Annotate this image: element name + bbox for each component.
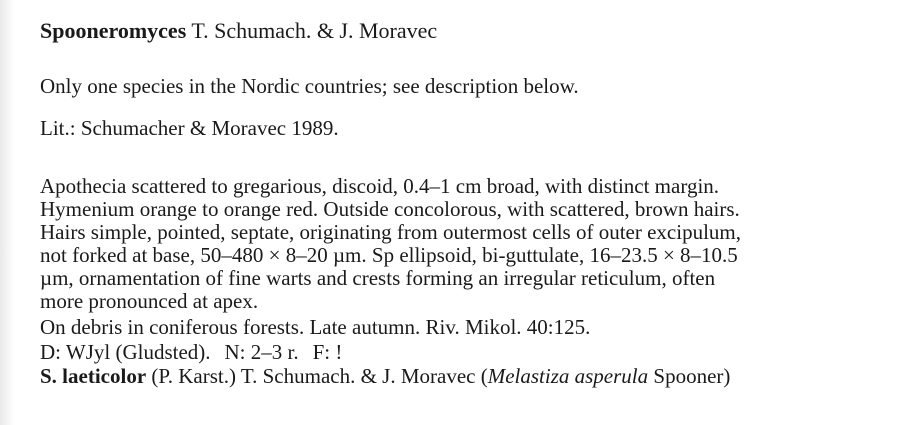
genus-heading: [40, 18, 437, 44]
species-synonym: Melastiza asperula: [487, 364, 649, 388]
habitat-text: On debris in coniferous forests. Late autumn. Riv. Mikol. 40:125.: [40, 315, 591, 339]
description-line: Apothecia scattered to gregarious, discoid, 0.4–1 cm broad, with distinct margin.: [40, 174, 720, 198]
literature-reference: Lit.: Schumacher & Moravec 1989.: [40, 116, 339, 140]
synonym-author: Spooner): [648, 364, 731, 388]
species-name: S. laeticolor: [40, 364, 147, 388]
page-edge-shadow: [0, 0, 14, 425]
distribution-norway: N: 2–3 r.: [224, 340, 299, 364]
description-line: more pronounced at apex.: [40, 289, 259, 313]
description-line: Hairs simple, pointed, septate, originating from outermost cells of outer excipulum,: [40, 220, 742, 244]
distribution-line: [40, 340, 342, 365]
description-line: Hymenium orange to orange red. Outside concolorous, with scattered, brown hairs.: [40, 197, 740, 221]
species-authority: (P. Karst.) T. Schumach. & J. Moravec (: [146, 364, 488, 388]
description-line: µm, ornamentation of fine warts and crests forming an irregular reticulum, often: [40, 266, 716, 290]
genus-authority: T. Schumach. & J. Moravec: [186, 18, 438, 43]
description-line: not forked at base, 50–480 × 8–20 µm. Sp ellipsoid, bi-guttulate, 16–23.5 × 8–10.5: [40, 243, 738, 267]
genus-name: Spooneromyces: [40, 18, 187, 43]
distribution-finland: F: !: [312, 340, 343, 364]
species-entry: [40, 364, 730, 389]
intro-text: Only one species in the Nordic countries; see description below.: [40, 74, 579, 98]
distribution-denmark: D: WJyl (Gludsted).: [40, 340, 211, 364]
